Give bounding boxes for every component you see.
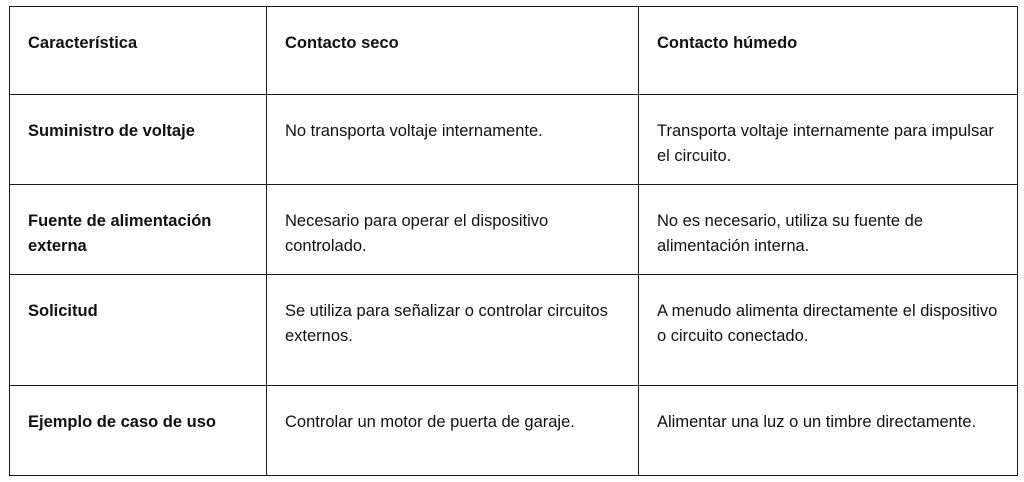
wet-contact-cell: Transporta voltaje internamente para impulsar el circuito. bbox=[639, 95, 1018, 185]
table-row bbox=[10, 95, 1018, 185]
table-body bbox=[10, 95, 1018, 476]
header-row bbox=[10, 7, 1018, 95]
row-label: Ejemplo de caso de uso bbox=[10, 386, 267, 476]
table-row bbox=[10, 386, 1018, 476]
table-row bbox=[10, 275, 1018, 386]
header-cell-feature: Característica bbox=[10, 7, 267, 95]
dry-contact-cell: Se utiliza para señalizar o controlar circuitos externos. bbox=[267, 275, 639, 386]
header-cell-wet-contact: Contacto húmedo bbox=[639, 7, 1018, 95]
table-header bbox=[10, 7, 1018, 95]
dry-contact-cell: No transporta voltaje internamente. bbox=[267, 95, 639, 185]
wet-contact-cell: A menudo alimenta directamente el dispositivo o circuito conectado. bbox=[639, 275, 1018, 386]
wet-contact-cell: Alimentar una luz o un timbre directamente. bbox=[639, 386, 1018, 476]
dry-contact-cell: Necesario para operar el dispositivo controlado. bbox=[267, 185, 639, 275]
comparison-table bbox=[9, 6, 1018, 476]
wet-contact-cell: No es necesario, utiliza su fuente de alimentación interna. bbox=[639, 185, 1018, 275]
table-row bbox=[10, 185, 1018, 275]
dry-contact-cell: Controlar un motor de puerta de garaje. bbox=[267, 386, 639, 476]
row-label: Suministro de voltaje bbox=[10, 95, 267, 185]
header-cell-dry-contact: Contacto seco bbox=[267, 7, 639, 95]
row-label: Fuente de alimentación externa bbox=[10, 185, 267, 275]
row-label: Solicitud bbox=[10, 275, 267, 386]
